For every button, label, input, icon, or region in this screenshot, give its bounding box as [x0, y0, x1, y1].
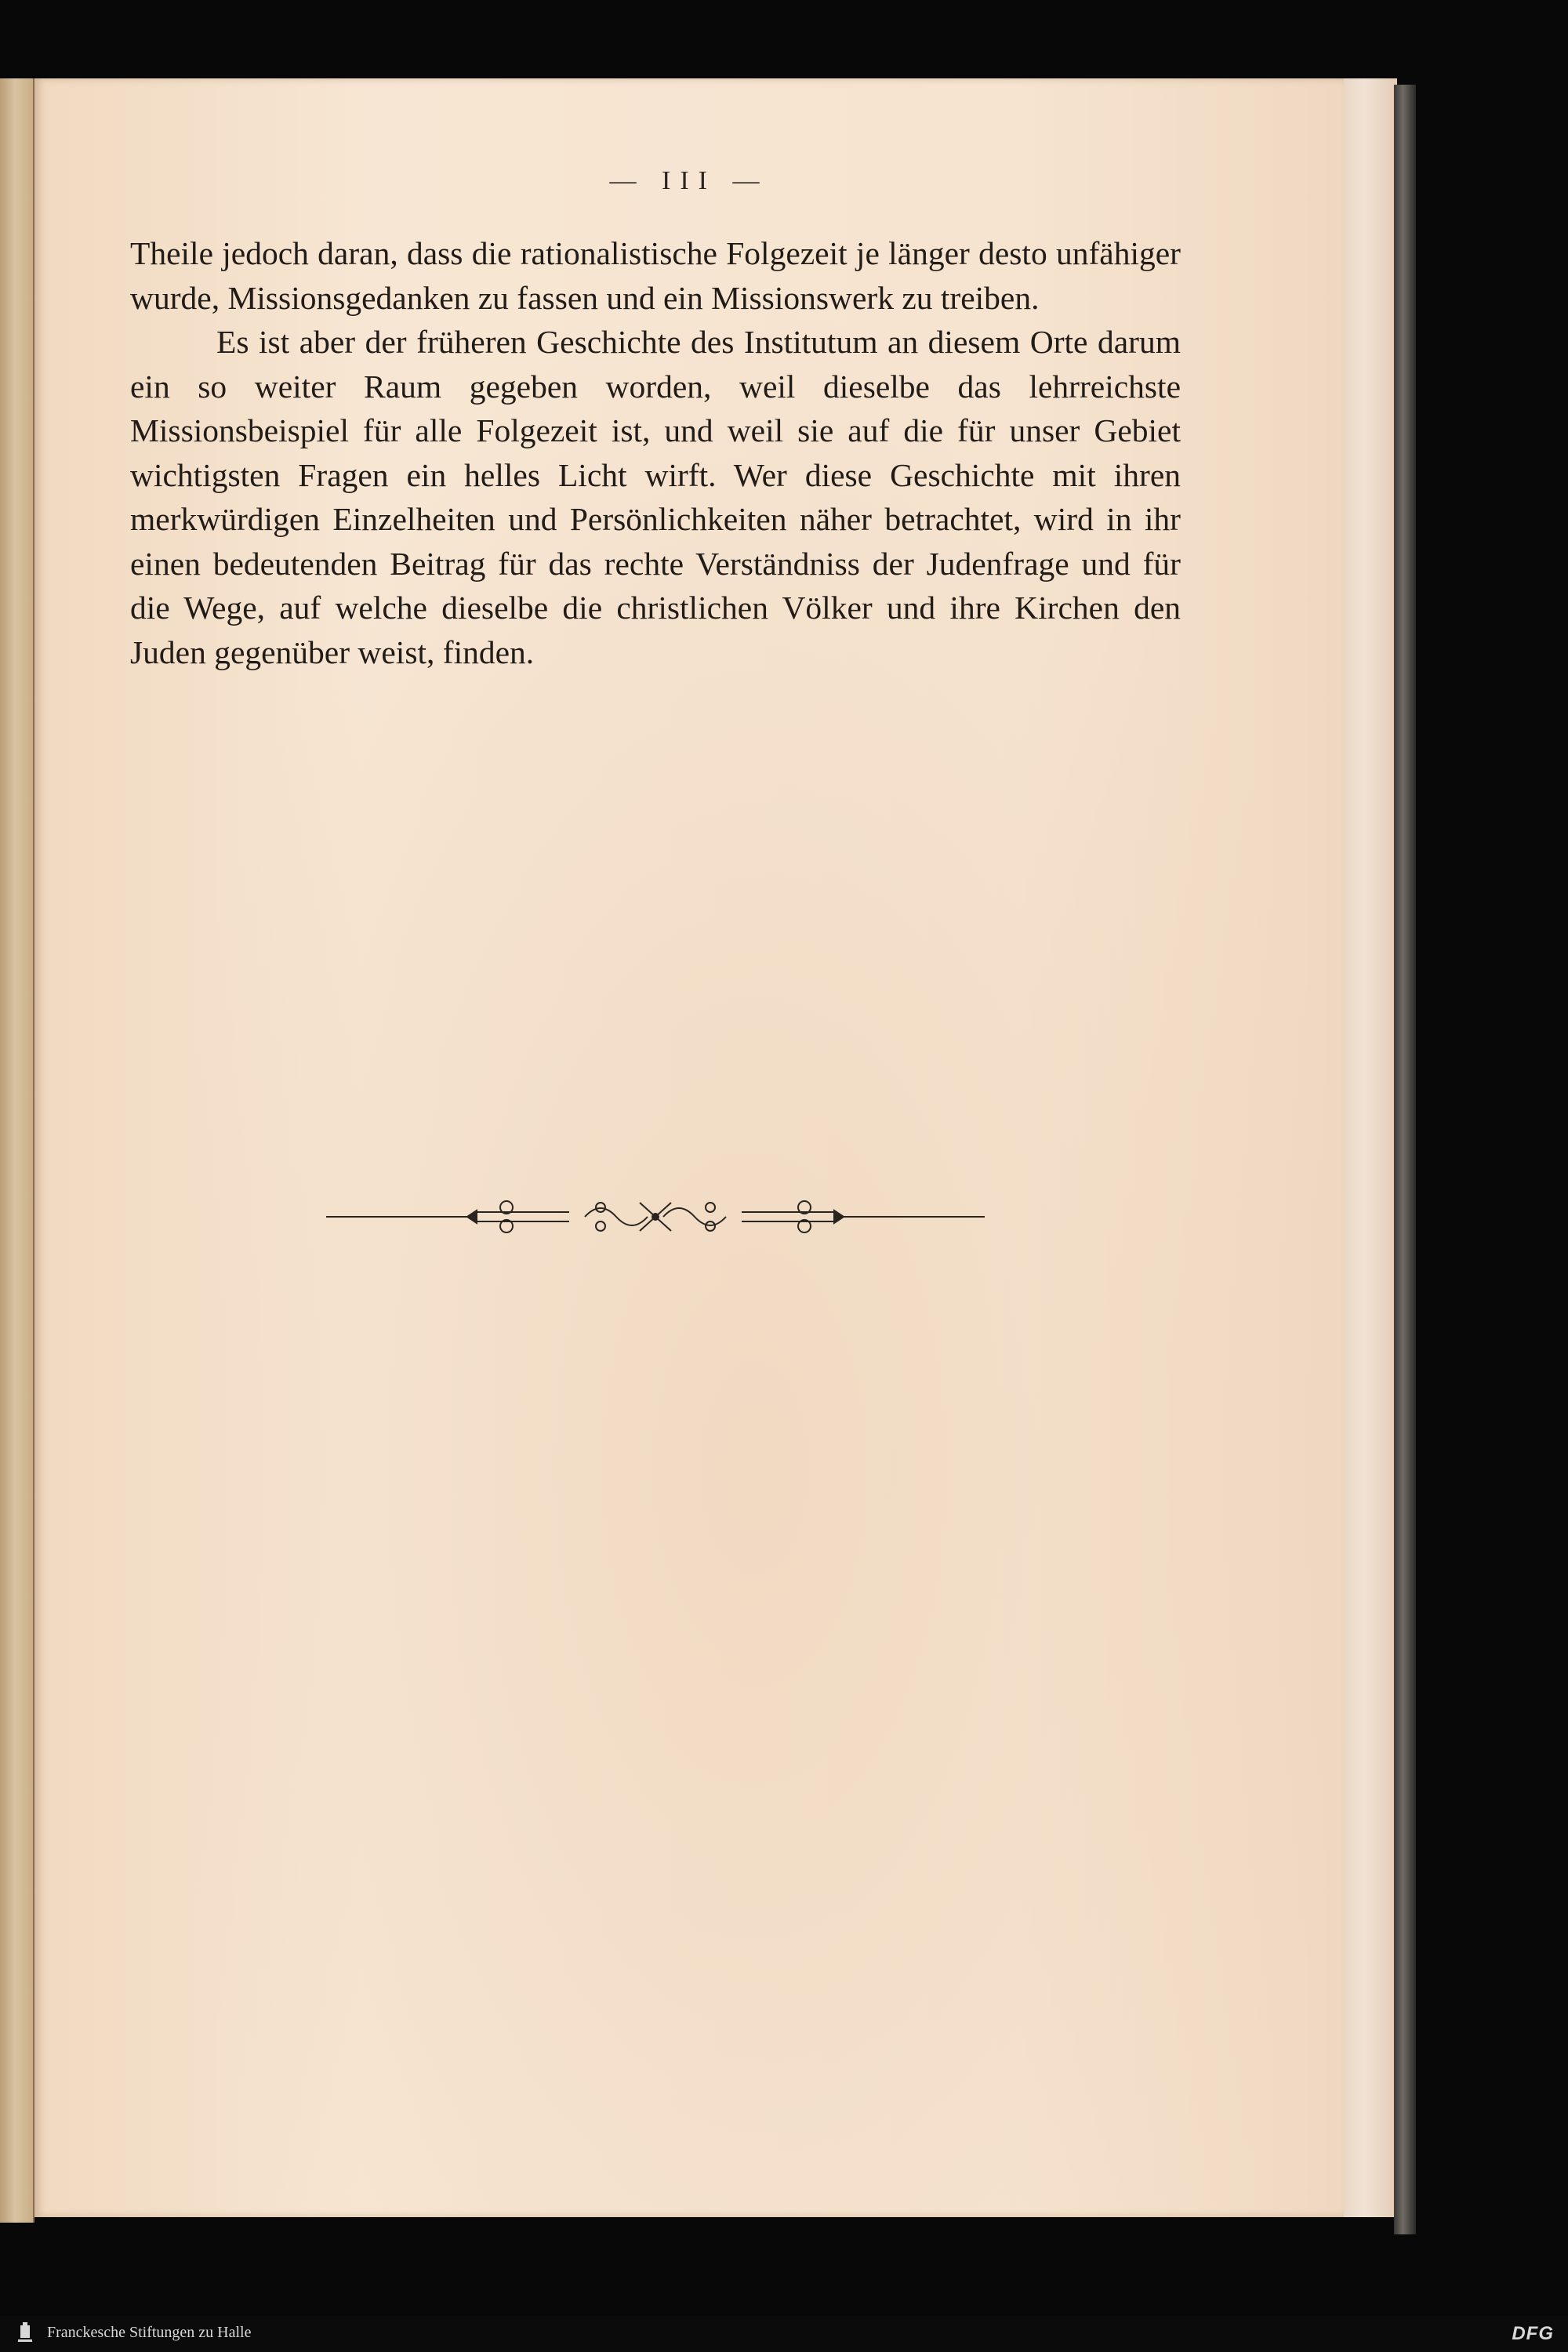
library-credit: Franckesche Stiftungen zu Halle	[47, 2324, 252, 2341]
book-page	[34, 78, 1344, 2217]
paragraph-1: Theile jedoch daran, dass die rationalistische Folgezeit je länger desto unfähiger wurde, Missionsgedanken zu fassen und ein Missionswerk zu treiben.	[130, 235, 1181, 316]
page-number: — III —	[609, 166, 769, 195]
library-logo-icon	[16, 2322, 34, 2346]
left-page-edge	[0, 78, 34, 2223]
paragraph-2: Es ist aber der früheren Geschichte des Institutum an diesem Orte darum ein so weiter Raum gegeben worden, weil dieselbe das lehrreichste Missionsbeispiel für alle Folgezeit ist, und weil sie auf die für unser Gebiet wichtigsten Fragen ein helles Licht wirft. Wer diese Geschichte mit ihren merkwürdigen Einzelheiten und Persönlichkeiten näher betrachtet, wird in ihr einen bedeutenden Beitrag für das rechte Verständniss der Judenfrage und für die Wege, auf welche dieselbe die christlichen Völker und ihre Kirchen den Juden gegenüber weist, finden.	[130, 324, 1181, 670]
viewer-footer	[0, 2316, 1568, 2352]
book-spine-edge	[1394, 85, 1416, 2234]
right-cover-board	[1342, 78, 1397, 2217]
body-text	[130, 231, 1181, 674]
dfg-logo: DFG	[1512, 2323, 1554, 2344]
decorative-rule-ornament-icon	[326, 1193, 985, 1240]
